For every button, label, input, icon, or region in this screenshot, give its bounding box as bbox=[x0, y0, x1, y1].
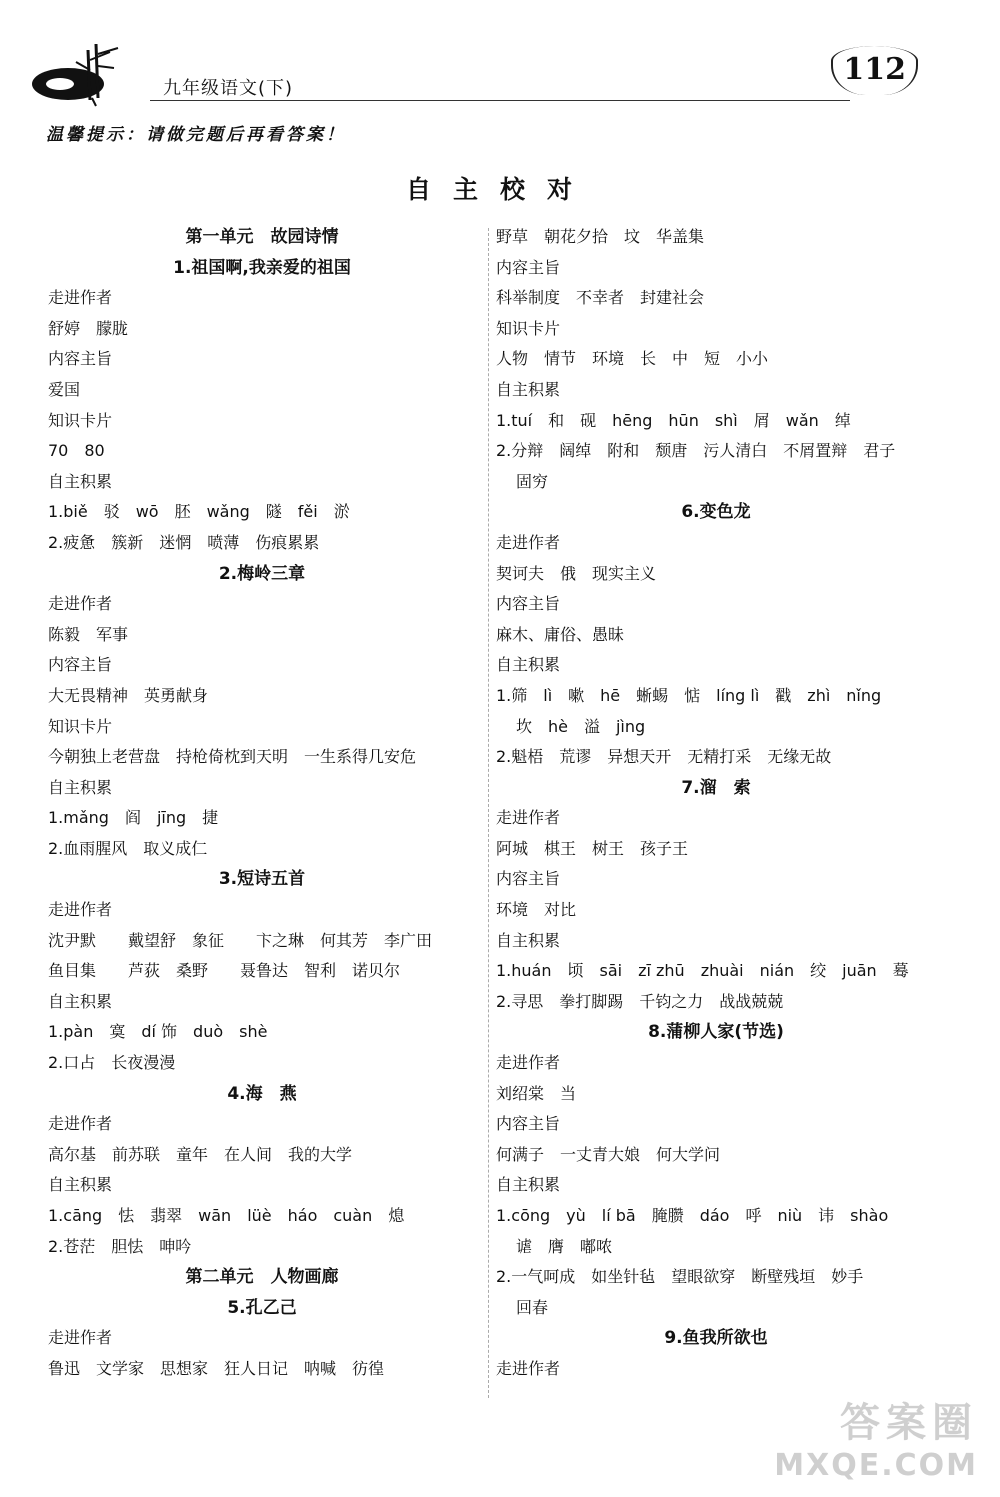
answer-line: 1.筛 lì 嗽 hē 蜥蜴 惦 líng lì 戳 zhì nǐng bbox=[496, 685, 882, 705]
answer-line: 高尔基 前苏联 童年 在人间 我的大学 bbox=[48, 1144, 353, 1164]
answer-line: 回春 bbox=[516, 1297, 549, 1317]
answer-line: 2.分辩 阔绰 附和 颓唐 污人清白 不屑置辩 君子 bbox=[496, 441, 896, 461]
column-divider bbox=[488, 228, 489, 1398]
right-column bbox=[496, 222, 936, 1385]
answer-line: 环境 对比 bbox=[496, 900, 577, 920]
answer-line: 2.一气呵成 如坐针毡 望眼欲穿 断壁残垣 妙手 bbox=[496, 1267, 864, 1287]
tip-text: 温馨提示：请做完题后再看答案！ bbox=[46, 125, 346, 145]
answer-line: 刘绍棠 当 bbox=[496, 1083, 577, 1103]
watermark-logo-text: 答案圈 bbox=[840, 1400, 978, 1446]
answer-line: 何满子 一丈青大娘 何大学问 bbox=[496, 1144, 721, 1164]
lesson-heading: 6.变色龙 bbox=[681, 502, 751, 523]
watermark bbox=[774, 1391, 978, 1483]
answer-line: 2.苍茫 胆怯 呻吟 bbox=[48, 1236, 192, 1256]
page-number: 112 bbox=[831, 46, 918, 95]
answer-line: 鲁迅 文学家 思想家 狂人日记 呐喊 彷徨 bbox=[48, 1358, 385, 1378]
page-title: 自主校对 bbox=[405, 175, 594, 204]
answer-line: 舒婷 朦胧 bbox=[48, 318, 129, 338]
answer-line: 2.寻思 拳打脚踢 千钧之力 战战兢兢 bbox=[496, 991, 784, 1011]
answer-line: 人物 情节 环境 长 中 短 小小 bbox=[496, 349, 769, 369]
answer-line: 陈毅 军事 bbox=[48, 624, 129, 644]
header-rule bbox=[150, 100, 850, 101]
answer-line: 走进作者 bbox=[496, 532, 561, 552]
answer-line: 2.疲惫 簇新 迷惘 喷薄 伤痕累累 bbox=[48, 532, 320, 552]
answer-line: 走进作者 bbox=[496, 1358, 561, 1378]
answer-line: 70 80 bbox=[48, 441, 105, 461]
answer-line: 走进作者 bbox=[48, 594, 113, 614]
bamboo-logo-icon bbox=[30, 40, 130, 108]
lesson-heading: 4.海 燕 bbox=[227, 1083, 297, 1104]
answer-line: 内容主旨 bbox=[496, 869, 561, 889]
answer-line: 内容主旨 bbox=[496, 257, 561, 277]
answer-line: 内容主旨 bbox=[48, 349, 113, 369]
answer-line: 野草 朝花夕拾 坟 华盖集 bbox=[496, 227, 705, 246]
lesson-heading: 7.溜 索 bbox=[681, 777, 751, 798]
answer-line: 固穷 bbox=[516, 471, 549, 491]
answer-line: 1.mǎng 阎 jīng 捷 bbox=[48, 808, 219, 828]
answer-line: 走进作者 bbox=[496, 1053, 561, 1073]
answer-line: 2.口占 长夜漫漫 bbox=[48, 1053, 176, 1073]
answer-line: 科举制度 不幸者 封建社会 bbox=[496, 288, 705, 308]
answer-line: 自主积累 bbox=[48, 1175, 113, 1195]
answer-line: 爱国 bbox=[48, 379, 81, 399]
watermark-url: MXQE.COM bbox=[774, 1448, 978, 1483]
left-column bbox=[48, 222, 476, 1385]
answer-line: 自主积累 bbox=[496, 1175, 561, 1195]
lesson-heading: 1.祖国啊,我亲爱的祖国 bbox=[173, 257, 351, 278]
answer-line: 谑 膺 嘟哝 bbox=[516, 1236, 613, 1256]
answer-line: 1.huán 顷 sāi zī zhū zhuài nián 绞 juān 蓦 bbox=[496, 961, 909, 981]
answer-line: 阿城 棋王 树王 孩子王 bbox=[496, 838, 689, 858]
unit-heading: 第一单元 故园诗情 bbox=[185, 227, 339, 247]
answer-line: 2.血雨腥风 取义成仁 bbox=[48, 838, 208, 858]
lesson-heading: 2.梅岭三章 bbox=[218, 563, 306, 584]
unit-heading: 第二单元 人物画廊 bbox=[185, 1267, 339, 1288]
answer-line: 自主积累 bbox=[48, 991, 113, 1011]
answer-line: 内容主旨 bbox=[496, 1114, 561, 1134]
answer-line: 自主积累 bbox=[48, 471, 113, 491]
answer-line: 1.pàn 寞 dí 饰 duò shè bbox=[48, 1022, 268, 1042]
answer-line: 走进作者 bbox=[48, 288, 113, 308]
answer-line: 2.魁梧 荒谬 异想天开 无精打采 无缘无故 bbox=[496, 747, 832, 767]
lesson-heading: 5.孔乙己 bbox=[227, 1297, 297, 1318]
answer-line: 内容主旨 bbox=[496, 594, 561, 614]
answer-line: 1.tuí 和 砚 hēng hūn shì 屑 wǎn 绰 bbox=[496, 410, 851, 430]
lesson-heading: 8.蒲柳人家(节选) bbox=[648, 1022, 784, 1043]
answer-line: 1.cōng yù lí bā 腌臜 dáo 呼 niù 讳 shào bbox=[496, 1206, 889, 1225]
answer-line: 自主积累 bbox=[496, 655, 561, 675]
answer-line: 自主积累 bbox=[48, 777, 113, 797]
answer-line: 坎 hè 溢 jìng bbox=[516, 716, 646, 736]
lesson-heading: 9.鱼我所欲也 bbox=[664, 1328, 768, 1349]
answer-line: 沈尹默 戴望舒 象征 卞之琳 何其芳 李广田 bbox=[48, 930, 433, 950]
answer-line: 今朝独上老营盘 持枪倚枕到天明 一生系得几安危 bbox=[48, 747, 417, 767]
answer-line: 知识卡片 bbox=[48, 716, 113, 736]
lesson-heading: 3.短诗五首 bbox=[218, 869, 306, 890]
answer-line: 走进作者 bbox=[48, 900, 113, 920]
answer-line: 契诃夫 俄 现实主义 bbox=[496, 563, 657, 583]
answer-line: 知识卡片 bbox=[48, 410, 113, 430]
answer-line: 鱼目集 芦荻 桑野 聂鲁达 智利 诺贝尔 bbox=[48, 961, 401, 981]
answer-line: 内容主旨 bbox=[48, 655, 113, 675]
book-title: 九年级语文(下) bbox=[163, 78, 294, 99]
answer-line: 自主积累 bbox=[496, 930, 561, 950]
answer-line: 1.biě 驳 wō 胚 wǎng 隧 fěi 淤 bbox=[48, 502, 350, 522]
answer-line: 自主积累 bbox=[496, 379, 561, 399]
answer-line: 麻木、庸俗、愚昧 bbox=[496, 624, 625, 644]
answer-line: 1.cāng 怯 翡翠 wān lüè háo cuàn 熄 bbox=[48, 1206, 405, 1225]
answer-line: 走进作者 bbox=[48, 1328, 113, 1348]
page-header bbox=[30, 40, 970, 110]
answer-line: 知识卡片 bbox=[496, 318, 561, 338]
answer-line: 走进作者 bbox=[48, 1114, 113, 1134]
answer-line: 大无畏精神 英勇献身 bbox=[48, 685, 209, 705]
answer-line: 走进作者 bbox=[496, 808, 561, 828]
